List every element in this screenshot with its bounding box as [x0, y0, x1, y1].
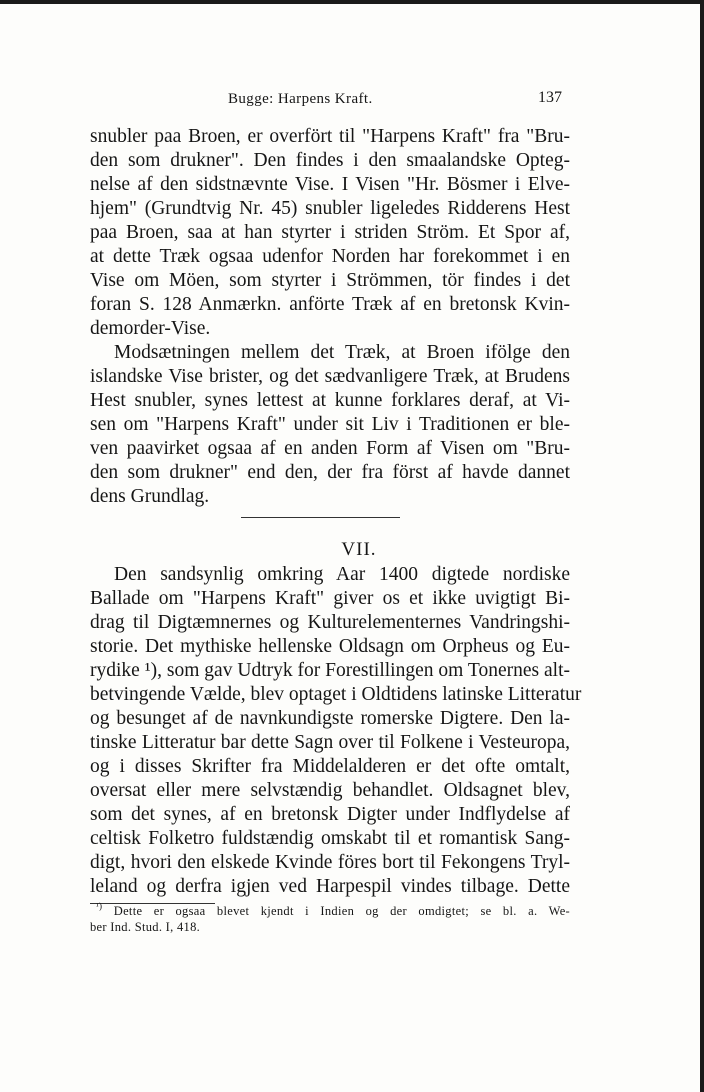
text-line: Hest snubler, synes lettest at kunne forklares deraf, at Vi- — [90, 390, 570, 411]
footnote-line: ber Ind. Stud. I, 418. — [90, 920, 201, 934]
text-line: og besunget af de navnkundigste romerske Digtere. Den la- — [90, 708, 570, 729]
text-line: tinske Litteratur bar dette Sagn over til Folkene i Vesteuropa, — [90, 732, 570, 753]
text-line: foran S. 128 Anmærkn. anförte Træk af en bretonsk Kvin- — [90, 294, 570, 315]
text-line: Ballade om "Harpens Kraft" giver os et ikke uvigtigt Bi- — [90, 588, 570, 609]
text-line: Den sandsynlig omkring Aar 1400 digtede nordiske — [114, 564, 570, 585]
section-heading: VII. — [341, 539, 377, 560]
running-header — [0, 91, 704, 113]
text-line: hjem" (Grundtvig Nr. 45) snubler ligeledes Ridderens Hest — [90, 198, 570, 219]
text-line: sen om "Harpens Kraft" under sit Liv i Traditionen er ble- — [90, 414, 570, 435]
text-line: oversat eller mere selvstændig behandlet. Oldsagnet blev, — [90, 780, 570, 801]
text-line: ven paavirket ogsaa af en anden Form af Visen om "Bru- — [90, 438, 570, 459]
text-line: leland og derfra igjen ved Harpespil vindes tilbage. Dette — [90, 876, 570, 897]
text-line: rydike ¹), som gav Udtryk for Forestillingen om Tonernes alt- — [90, 660, 570, 681]
text-line: nelse af den sidstnævnte Vise. I Visen "Hr. Bösmer i Elve- — [90, 174, 570, 195]
text-line: snubler paa Broen, er overfört til "Harpens Kraft" fra "Bru- — [90, 126, 570, 147]
text-line: islandske Vise brister, og det sædvanligere Træk, at Brudens — [90, 366, 570, 387]
text-line: og i disses Skrifter fra Middelalderen er det ofte omtalt, — [90, 756, 570, 777]
text-line: betvingende Vælde, blev optaget i Oldtidens latinske Litteratur — [90, 684, 582, 705]
footnote-line — [96, 903, 570, 919]
text-line: Modsætningen mellem det Træk, at Broen ifölge den — [114, 342, 570, 363]
text-line: den som drukner". Den findes i den smaalandske Opteg- — [90, 150, 570, 171]
footnote-text: Dette er ogsaa blevet kjendt i Indien og der omdigtet; se bl. a. We- — [113, 904, 570, 918]
text-line: drag til Digtæmnernes og Kulturelementernes Vandringshi- — [90, 612, 570, 633]
text-line: Vise om Möen, som styrter i Strömmen, tör findes i det — [90, 270, 570, 291]
scan-border-top — [0, 0, 704, 4]
text-line: at dette Træk ogsaa udenfor Norden har forekommet i en — [90, 246, 570, 267]
text-line: paa Broen, saa at han styrter i striden Ström. Et Spor af, — [90, 222, 570, 243]
text-line: som det synes, af en bretonsk Digter under Indflydelse af — [90, 804, 570, 825]
text-line: digt, hvori den elskede Kvinde föres bort til Fekongens Tryl- — [90, 852, 570, 873]
text-line: demorder-Vise. — [90, 318, 211, 339]
page-number: 137 — [538, 89, 562, 106]
text-line: den som drukner" end den, der fra först af havde dannet — [90, 462, 570, 483]
text-line: storie. Det mythiske hellenske Oldsagn om Orpheus og Eu- — [90, 636, 570, 657]
running-title: Bugge: Harpens Kraft. — [228, 91, 373, 107]
text-line: celtisk Folketro fuldstændig omskabt til et romantisk Sang- — [90, 828, 570, 849]
text-line: dens Grundlag. — [90, 486, 210, 507]
section-divider — [241, 517, 400, 518]
footnote-marker: ¹) — [96, 901, 103, 911]
